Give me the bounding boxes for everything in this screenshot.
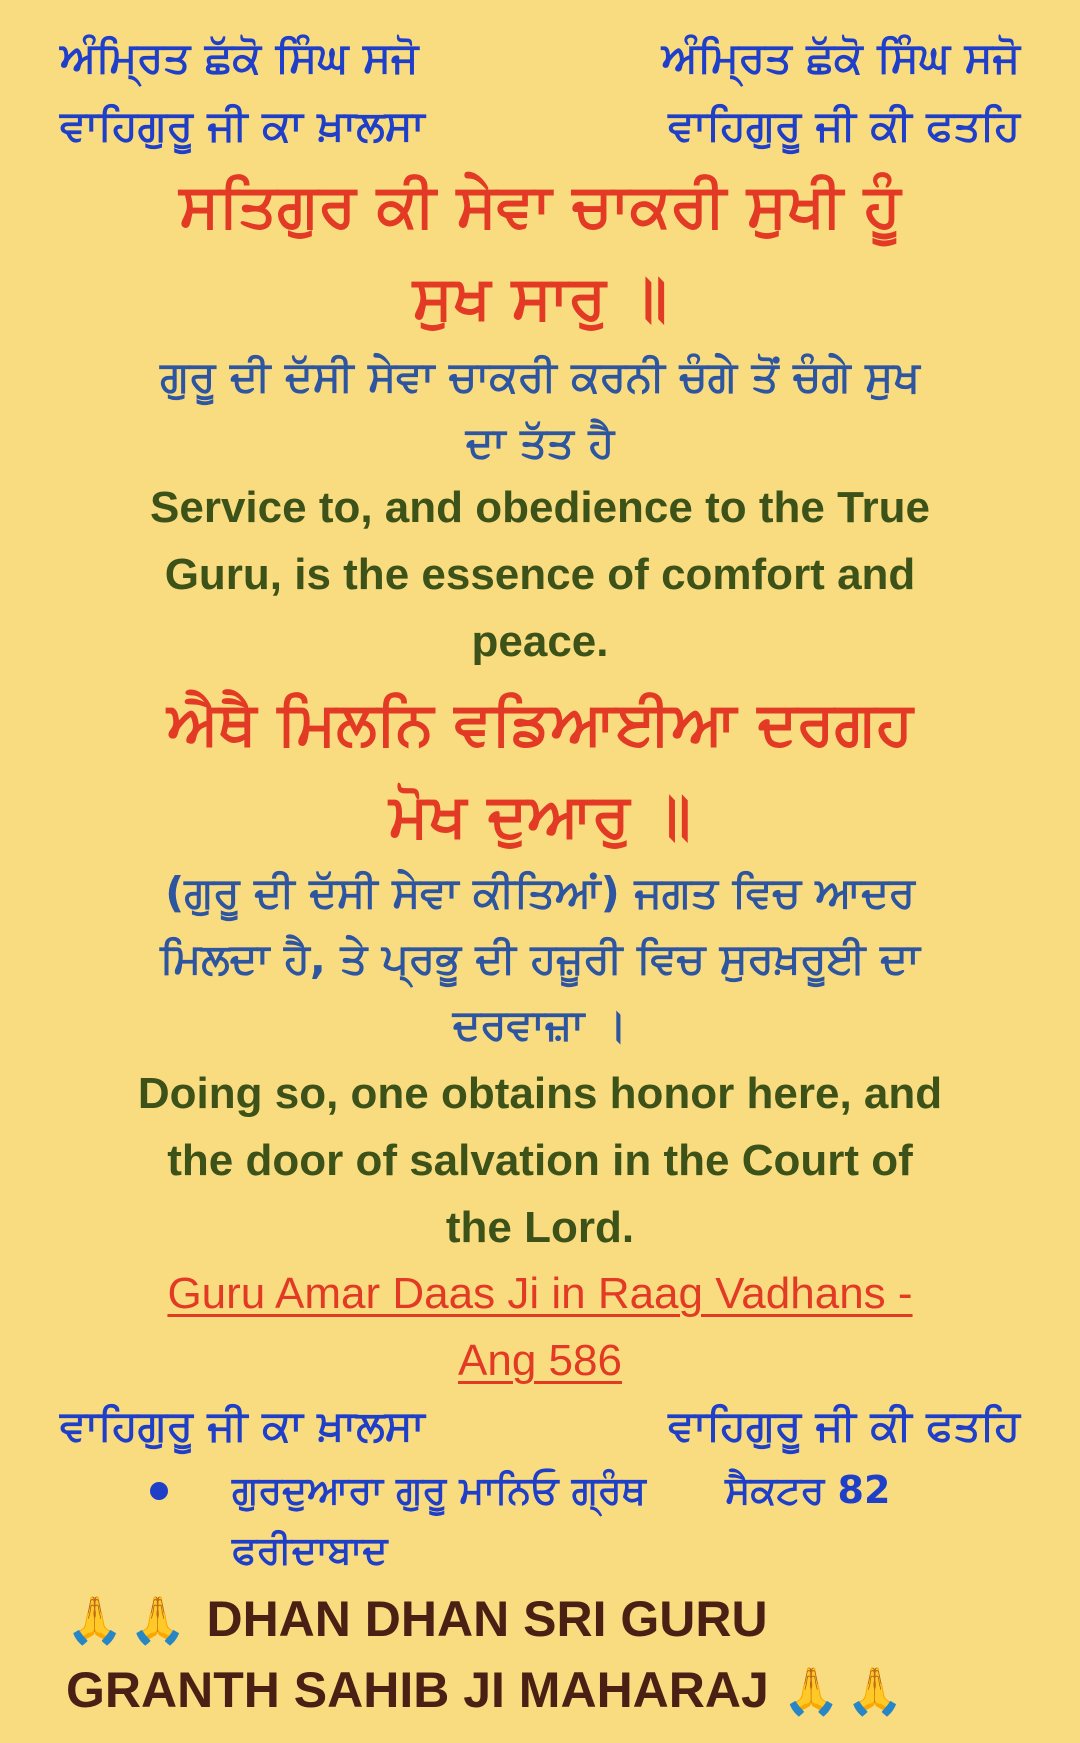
closing-salutation: [66, 1584, 1026, 1726]
verse1-translation-line: Guru, is the essence of comfort and: [164, 550, 916, 599]
greeting-bottom-left: ਵਾਹਿਗੁਰੂ ਜੀ ਕਾ ਖ਼ਾਲਸਾ: [60, 1401, 425, 1450]
closing-line1: DHAN DHAN SRI GURU: [206, 1591, 768, 1647]
verse1-gurmukhi-line: ਸੁਖ ਸਾਰੁ ॥: [412, 263, 668, 333]
verse2-english-translation: [50, 1060, 1030, 1261]
verse2-translation-line: the door of salvation in the Court of: [167, 1136, 913, 1185]
greeting-left-line1: ਅੰਮ੍ਰਿਤ ਛੱਕੋ ਸਿੰਘ ਸਜੋ: [60, 33, 419, 82]
source-reference: [60, 1260, 1020, 1394]
closing-line2-wrap: [66, 1655, 1026, 1726]
location-line1: ਗੁਰਦੁਆਰਾ ਗੁਰੂ ਮਾਨਿਓ ਗ੍ਰੰਥ ਸੈਕਟਰ 82: [232, 1468, 891, 1512]
verse1-gurmukhi-line: ਸਤਿਗੁਰ ਕੀ ਸੇਵਾ ਚਾਕਰੀ ਸੁਖੀ ਹੂੰ: [179, 171, 901, 241]
closing-line2: GRANTH SAHIB JI MAHARAJ: [66, 1662, 769, 1718]
verse1-translation-line: Service to, and obedience to the True: [150, 483, 930, 532]
verse2-translation-line: the Lord.: [445, 1203, 635, 1252]
greeting-top-row-2: [60, 98, 1020, 154]
folded-hands-icon: 🙏: [129, 1594, 187, 1646]
verse1-translation-line: peace.: [471, 617, 609, 666]
verse2-gurmukhi-line: ਮੋਖ ਦੁਆਰੁ ॥: [389, 781, 691, 851]
location-line2: ਫਰੀਦਾਬਾਦ: [232, 1528, 388, 1572]
verse1-punjabi-explanation: [60, 344, 1020, 476]
verse1-english-translation: [50, 474, 1030, 675]
closing-line1-wrap: [66, 1584, 1026, 1655]
greeting-right-line2: ਵਾਹਿਗੁਰੂ ਜੀ ਕੀ ਫਤਹਿ: [668, 101, 1020, 150]
greeting-bottom-row: [60, 1398, 1020, 1454]
location-text: [232, 1460, 1000, 1580]
verse2-gurmukhi-line: ਐਥੈ ਮਿਲਨਿ ਵਡਿਆਈਆ ਦਰਗਹ: [167, 689, 913, 759]
location-list-item: [150, 1460, 1000, 1580]
verse2-gurmukhi: [40, 678, 1040, 862]
verse2-translation-line: Doing so, one obtains honor here, and: [137, 1069, 943, 1118]
source-line: Guru Amar Daas Ji in Raag Vadhans -: [167, 1269, 913, 1318]
verse2-punjabi-explanation: [60, 860, 1020, 1058]
verse2-explanation-line: ਮਿਲਦਾ ਹੈ, ਤੇ ਪ੍ਰਭੂ ਦੀ ਹਜ਼ੂਰੀ ਵਿਚ ਸੁਰਖ਼ਰੂਈ ਦਾ: [160, 934, 920, 983]
folded-hands-icon: 🙏: [846, 1665, 904, 1717]
greeting-right-line1: ਅੰਮ੍ਰਿਤ ਛੱਕੋ ਸਿੰਘ ਸਜੋ: [661, 33, 1020, 82]
verse1-explanation-line: ਗੁਰੂ ਦੀ ਦੱਸੀ ਸੇਵਾ ਚਾਕਰੀ ਕਰਨੀ ਚੰਗੇ ਤੋਂ ਚੰਗੇ ਸੁਖ: [160, 352, 920, 401]
folded-hands-icon: 🙏: [66, 1594, 124, 1646]
bullet-icon: [150, 1482, 168, 1500]
folded-hands-icon: 🙏: [782, 1665, 840, 1717]
verse2-explanation-line: (ਗੁਰੂ ਦੀ ਦੱਸੀ ਸੇਵਾ ਕੀਤਿਆਂ) ਜਗਤ ਵਿਚ ਆਦਰ: [165, 868, 915, 917]
verse2-explanation-line: ਦਰਵਾਜ਼ਾ ।: [452, 1000, 628, 1049]
verse1-gurmukhi: [40, 160, 1040, 344]
greeting-left-line2: ਵਾਹਿਗੁਰੂ ਜੀ ਕਾ ਖ਼ਾਲਸਾ: [60, 101, 425, 150]
source-line: Ang 586: [458, 1336, 622, 1385]
verse1-explanation-line: ਦਾ ਤੱਤ ਹੈ: [465, 418, 615, 467]
greeting-top-row-1: [60, 30, 1020, 86]
greeting-bottom-right: ਵਾਹਿਗੁਰੂ ਜੀ ਕੀ ਫਤਹਿ: [668, 1401, 1020, 1450]
